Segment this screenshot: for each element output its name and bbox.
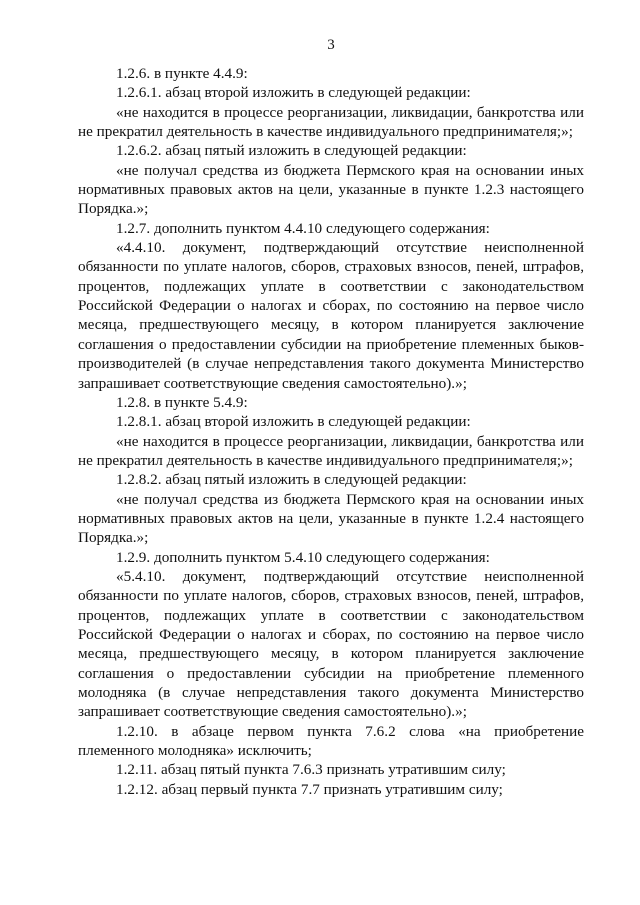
paragraph-1-2-11: 1.2.11. абзац пятый пункта 7.6.3 признать утратившим силу; bbox=[116, 761, 506, 779]
quote-not-in-reorganization-1: «не находится в процессе реорганизации, ликвидации, банкротства или не прекратил деятельность в качестве индивидуального предпринимателя;»; bbox=[78, 103, 584, 141]
paragraph-1-2-10: 1.2.10. в абзаце первом пункта 7.6.2 слова «на приобретение племенного молодняка» исключить; bbox=[78, 722, 584, 760]
quote-budget-funds-1: «не получал средства из бюджета Пермского края на основании иных нормативных правовых актов на цели, указанные в пункте 1.2.3 настоящего Порядка.»; bbox=[78, 161, 584, 218]
page-number: 3 bbox=[327, 37, 335, 53]
quote-budget-funds-2: «не получал средства из бюджета Пермского края на основании иных нормативных правовых актов на цели, указанные в пункте 1.2.4 настоящего Порядка.»; bbox=[78, 490, 584, 547]
paragraph-1-2-7: 1.2.7. дополнить пунктом 4.4.10 следующего содержания: bbox=[116, 219, 490, 237]
quote-5-4-10: «5.4.10. документ, подтверждающий отсутствие неисполненной обязанности по уплате налогов, сборов, страховых взносов, пеней, штрафов, процентов, подлежащих уплате в соответствии с законодательством Российской Федерации о налогах и сборах, по состоянию на первое число месяца, предшествующего месяцу, в котором планируется заключение соглашения о предоставлении субсидии на приобретение племенного молодняка (в случае непредставления такого документа Министерство запрашивает соответствующие сведения самостоятельно).»; bbox=[78, 567, 584, 721]
paragraph-1-2-6-2: 1.2.6.2. абзац пятый изложить в следующей редакции: bbox=[116, 142, 467, 160]
paragraph-1-2-6-1: 1.2.6.1. абзац второй изложить в следующей редакции: bbox=[116, 84, 471, 102]
paragraph-1-2-8-2: 1.2.8.2. абзац пятый изложить в следующей редакции: bbox=[116, 471, 467, 489]
paragraph-1-2-8: 1.2.8. в пункте 5.4.9: bbox=[116, 393, 248, 411]
quote-not-in-reorganization-2: «не находится в процессе реорганизации, ликвидации, банкротства или не прекратил деятельность в качестве индивидуального предпринимателя;»; bbox=[78, 432, 584, 469]
paragraph-1-2-9: 1.2.9. дополнить пунктом 5.4.10 следующего содержания: bbox=[116, 548, 490, 566]
paragraph-1-2-12: 1.2.12. абзац первый пункта 7.7 признать утратившим силу; bbox=[116, 780, 503, 798]
quote-4-4-10: «4.4.10. документ, подтверждающий отсутствие неисполненной обязанности по уплате налогов, сборов, страховых взносов, пеней, штрафов, процентов, подлежащих уплате в соответствии с законодательством Российской Федерации о налогах и сборах, по состоянию на первое число месяца, предшествующего месяцу, в котором планируется заключение соглашения о предоставлении субсидии на приобретение племенных быков-производителей (в случае непредставления такого документа Министерство запрашивает соответствующие сведения самостоятельно).»; bbox=[78, 239, 584, 392]
paragraph-1-2-6: 1.2.6. в пункте 4.4.9: bbox=[116, 65, 248, 82]
paragraph-1-2-8-1: 1.2.8.1. абзац второй изложить в следующей редакции: bbox=[116, 413, 471, 431]
